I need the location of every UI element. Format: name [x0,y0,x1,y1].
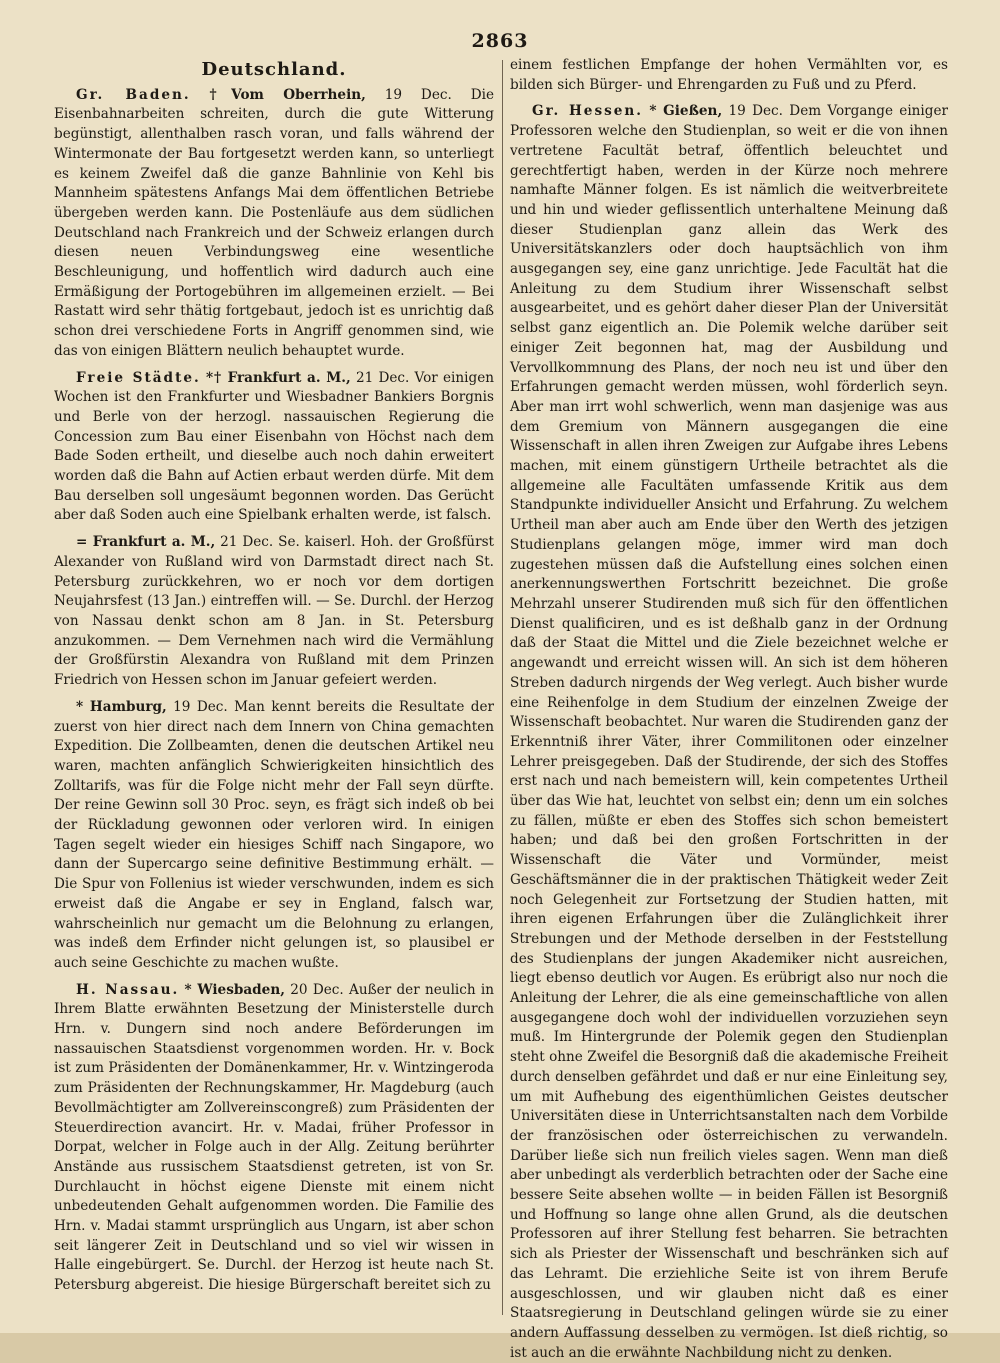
column-divider [502,60,503,1315]
article-dateline: †Vom Oberrhein, [209,86,366,103]
article-body: Dem Vorgange einiger Professoren welche den Studienplan, so weit er die von ihnen vertretene Facultät betraf, öffentlich beleuchtet und gerechtfertigt haben, werden in der Kürze noch mehrere namhafte Männer folgen. Es ist nämlich die weitverbreitete und hin und wieder geflissentlich unterhaltene Meinung daß dieser Studienplan ganz allein das Werk des Universitätskanzlers oder doch hauptsächlich von ihm ausgegangen sey, eine ganz unrichtige. Jede Facultät hat die Anleitung zu dem Studium ihrer Wissenschaft selbst ausgearbeitet, und es gehört daher dieser Plan der Universität selbst ganz eigentlich an. Die Polemik welche darüber seit einiger Zeit begonnen hat, mag der Ausbildung und Vervollkommnung des Plans, der noch neu ist und über den Erfahrungen gemacht werden müssen, wohl förderlich seyn. Aber man irrt wohl schwerlich, wenn man dasjenige was aus dem Gremium von Männern ausgegangen die eine Wissenschaft in allen ihren Zweigen zur Aufgabe ihres Lebens machen, mit einem günstigern Urtheile betrachtet als die allgemeine alle Facultäten umfassende Kritik aus dem Standpunkte individueller Ansicht und Erfahrung. Zu welchem Urtheil man aber auch am Ende über den Werth des jetzigen Studienplans gelangen möge, immer wird man doch zugestehen müssen daß die Aufstellung eines solchen einen anerkennungswerthen Fortschritt bezeichnet. Die große Mehrzahl unserer Studirenden muß sich für den öffentlichen Dienst qualificiren, und es ist deßhalb ganz in der Ordnung daß der Staat die Mittel und die Ziele bezeichnet welche er angewandt und erreicht wissen will. An sich ist dem höheren Streben dadurch nirgends der Weg verlegt. Auch bisher wurde eine Reihenfolge in dem Studium der einzelnen Zweige der Wissenschaft beobachtet. Nur waren die Studirenden ganz der Erkenntniß ihrer Väter, ihrer Commilitonen oder einzelner Lehrer preisgegeben. Daß der Studirende, der sich des Stoffes erst nach und nach bemeistern will, kein competentes Urtheil über das Wie hat, leuchtet von selbst ein; denn um ein solches zu fällen, müßte er eben des Stoffes sich schon bemeistert haben; und daß bei den großen Fortschritten in der Wissenschaft die Väter und Vormünder, meist Geschäftsmänner die in der praktischen Thätigkeit weder Zeit noch Gelegenheit zur Fortsetzung der Studien hatten, mit ihren eigenen Erfahrungen über die Zulänglichkeit ihrer Strebungen und der Methode derselben in der Feststellung des Studienplans der jungen Akademiker nicht ausreichen, liegt ebenso deutlich vor Augen. Es erübrigt also nur noch die Anleitung der Lehrer, die als eine gemeinschaftliche von allen ausgegangene doch wohl der individuellen vorzuziehen seyn muß. Im Hintergrunde der Polemik gegen den Studienplan steht ohne Zweifel die Besorgniß daß die akademische Freiheit durch denselben gefährdet und daß er nur eine Einleitung sey, um mit Aufhebung des eigenthümlichen Geistes deutscher Universitäten diese in Unterrichtsanstalten nach dem Vorbilde der französischen oder österreichischen zu verwandeln. Darüber ließe sich nun freilich vieles sagen. Wenn man dieß aber unbedingt als verderblich betrachten oder der Sache eine bessere Seite absehen wollte — in beiden Fällen ist Besorgniß und Hoffnung so lange ohne allen Grund, als die deutschen Professoren auf ihrer Stellung fest beharren. Sie betrachten sich als Priester der Wissenschaft und beschränken sich auf das Lehramt. Die erziehliche Seite ist von ihrem Berufe ausgeschlossen, und wir glauben nicht daß es einer Staatsregierung in Deutschland gelingen würde sie zu einer andern Auffassung desselben zu vermögen. Ist dieß richtig, so ist auch an die erwähnte Nachbildung nicht zu denken. [510,103,949,1361]
article-body: Vor einigen Wochen ist den Frankfurter und Wiesbadner Bankiers Borgnis und Berle von der herzogl. nassauischen Regierung die Concession zum Bau einer Eisenbahn von Höchst nach dem Bade Soden ertheilt, und dieselbe auch noch dahin erweitert worden daß die Bahn auf Actien erbaut werden dürfe. Mit dem Bau derselben soll ungesäumt begonnen worden. Das Gerücht aber daß Soden auch eine Spielbank erhalten werde, ist falsch. [54,369,495,524]
article-date: 21 Dec. [220,534,274,551]
article-date: 21 Dec. [355,369,410,386]
article-date: 19 Dec. [728,103,783,120]
article-date: 20 Dec. [290,981,344,998]
article-body: Außer der neulich in Ihrem Blatte erwähnten Besetzung der Ministerstelle durch Hrn. v. Dungern sind noch andere Beförderungen im nassauischen Staatsdienst vorgenommen worden. Hr. v. Bock ist zum Präsidenten der Domänenkammer, Hr. v. Wintzingeroda zum Präsidenten der Rechnungskammer, Hr. Magdeburg (auch Bevollmächtigter am Zollvereinscongreß) zum Präsidenten der Steuerdirection avancirt. Hr. v. Madai, früher Professor in Dorpat, welcher in Folge auch in der Allg. Zeitung berührter Anstände aus russischem Staatsdienst getreten, ist von Sr. Durchlaucht in höchst eigene Dienste mit einem nicht unbedeutenden Gehalt aufgenommen worden. Die Familie des Hrn. v. Madai stammt ursprünglich aus Ungarn, ist aber schon seit längerer Zeit in Deutschland und so viel wir wissen in Halle eingebürgert. Se. Durchl. der Herzog ist heute nach St. Petersburg abgereist. Die hiesige Bürgerschaft bereitet sich zu [54,981,495,1294]
page-number: 2863 [471,30,529,52]
article-region: Gr. Baden. [76,86,191,103]
article-body: Die Eisenbahnarbeiten schreiten, durch die gute Witterung begünstigt, allenthalben rasch voran, und falls während der Wintermonate der Bau fortgesetzt werden kann, so unterliegt es keinem Zweifel daß die ganze Bahnlinie von Kehl bis Mannheim spätestens Anfangs Mai dem öffentlichen Betriebe übergeben werden kann. Die Postenläufe aus dem südlichen Deutschland nach Frankreich und der Schweiz erlangen durch diesen neuen Verbindungsweg eine wesentliche Beschleunigung, und hoffentlich wird dadurch auch eine Ermäßigung der Portogebühren im allgemeinen erzielt. — Bei Rastatt wird sehr thätig fortgebaut, jedoch ist es unrichtig daß schon drei verschiedene Forts in Angriff genommen sind, wie das von einigen Blättern neulich behauptet wurde. [54,86,494,359]
article-region: Gr. Hessen. [532,103,644,120]
article-nassau [54,981,494,1296]
article-date: 19 Dec. [384,86,452,103]
article-hamburg [54,698,494,974]
article-dateline: = Frankfurt a. M., [76,534,216,551]
article-region: H. Nassau. [76,981,180,998]
article-body: Se. kaiserl. Hoh. der Großfürst Alexander von Rußland wird von Darmstadt direct nach St. Petersburg zurückkehren, wo er noch vor dem dortigen Neujahrsfest (13 Jan.) eintreffen will. — Se. Durchl. der Herzog von Nassau denkt schon am 8 Jan. in St. Petersburg anzukommen. — Dem Vernehmen nach wird die Vermählung der Großfürstin Alexandra von Rußland mit dem Prinzen Friedrich von Hessen schon im Januar gefeiert werden. [54,534,495,689]
article-region: Freie Städte. [76,369,201,386]
article-continuation: einem festlichen Empfange der hohen Vermählten vor, es bilden sich Bürger- und Ehrengarden zu Fuß und zu Pferd. [510,57,948,93]
article-dateline: * Wiesbaden, [184,981,285,998]
left-column [54,56,494,1319]
article-dateline: *† Frankfurt a. M., [205,369,351,386]
article-date: 19 Dec. [173,698,228,715]
article-body: Man kennt bereits die Resultate der zuerst von hier direct nach dem Innern von China gemachten Expedition. Die Zollbeamten, denen die deutschen Artikel neu waren, machten anfänglich Schwierigkeiten hinsichtlich des Zolltarifs, was für die Folge nicht mehr der Fall seyn dürfte. Der reine Gewinn soll 30 Proc. seyn, es frägt sich indeß ob bei der Rückladung gewonnen oder verloren wird. In einigen Tagen segelt wieder ein hiesiges Schiff nach Singapore, wo dann der Supercargo seine definitive Bestimmung erhält. — Die Spur von Follenius ist wieder verschwunden, indem es sich erweist daß die Angabe er sey in England, falsch war, wahrscheinlich nur gemacht um die Belohnung zu erlangen, was indeß dem Erfinder nicht gelungen ist, so plausibel er auch seine Geschichte zu machen wußte. [54,698,495,971]
article-frankfurt-1 [54,369,494,527]
article-dateline: * Gießen, [649,103,723,120]
article-frankfurt-2 [54,533,494,691]
section-title: Deutschland. [201,59,347,80]
right-column [510,56,949,1361]
article-dateline: * Hamburg, [76,698,167,715]
article-baden [54,86,494,362]
article-giessen [510,102,948,1363]
